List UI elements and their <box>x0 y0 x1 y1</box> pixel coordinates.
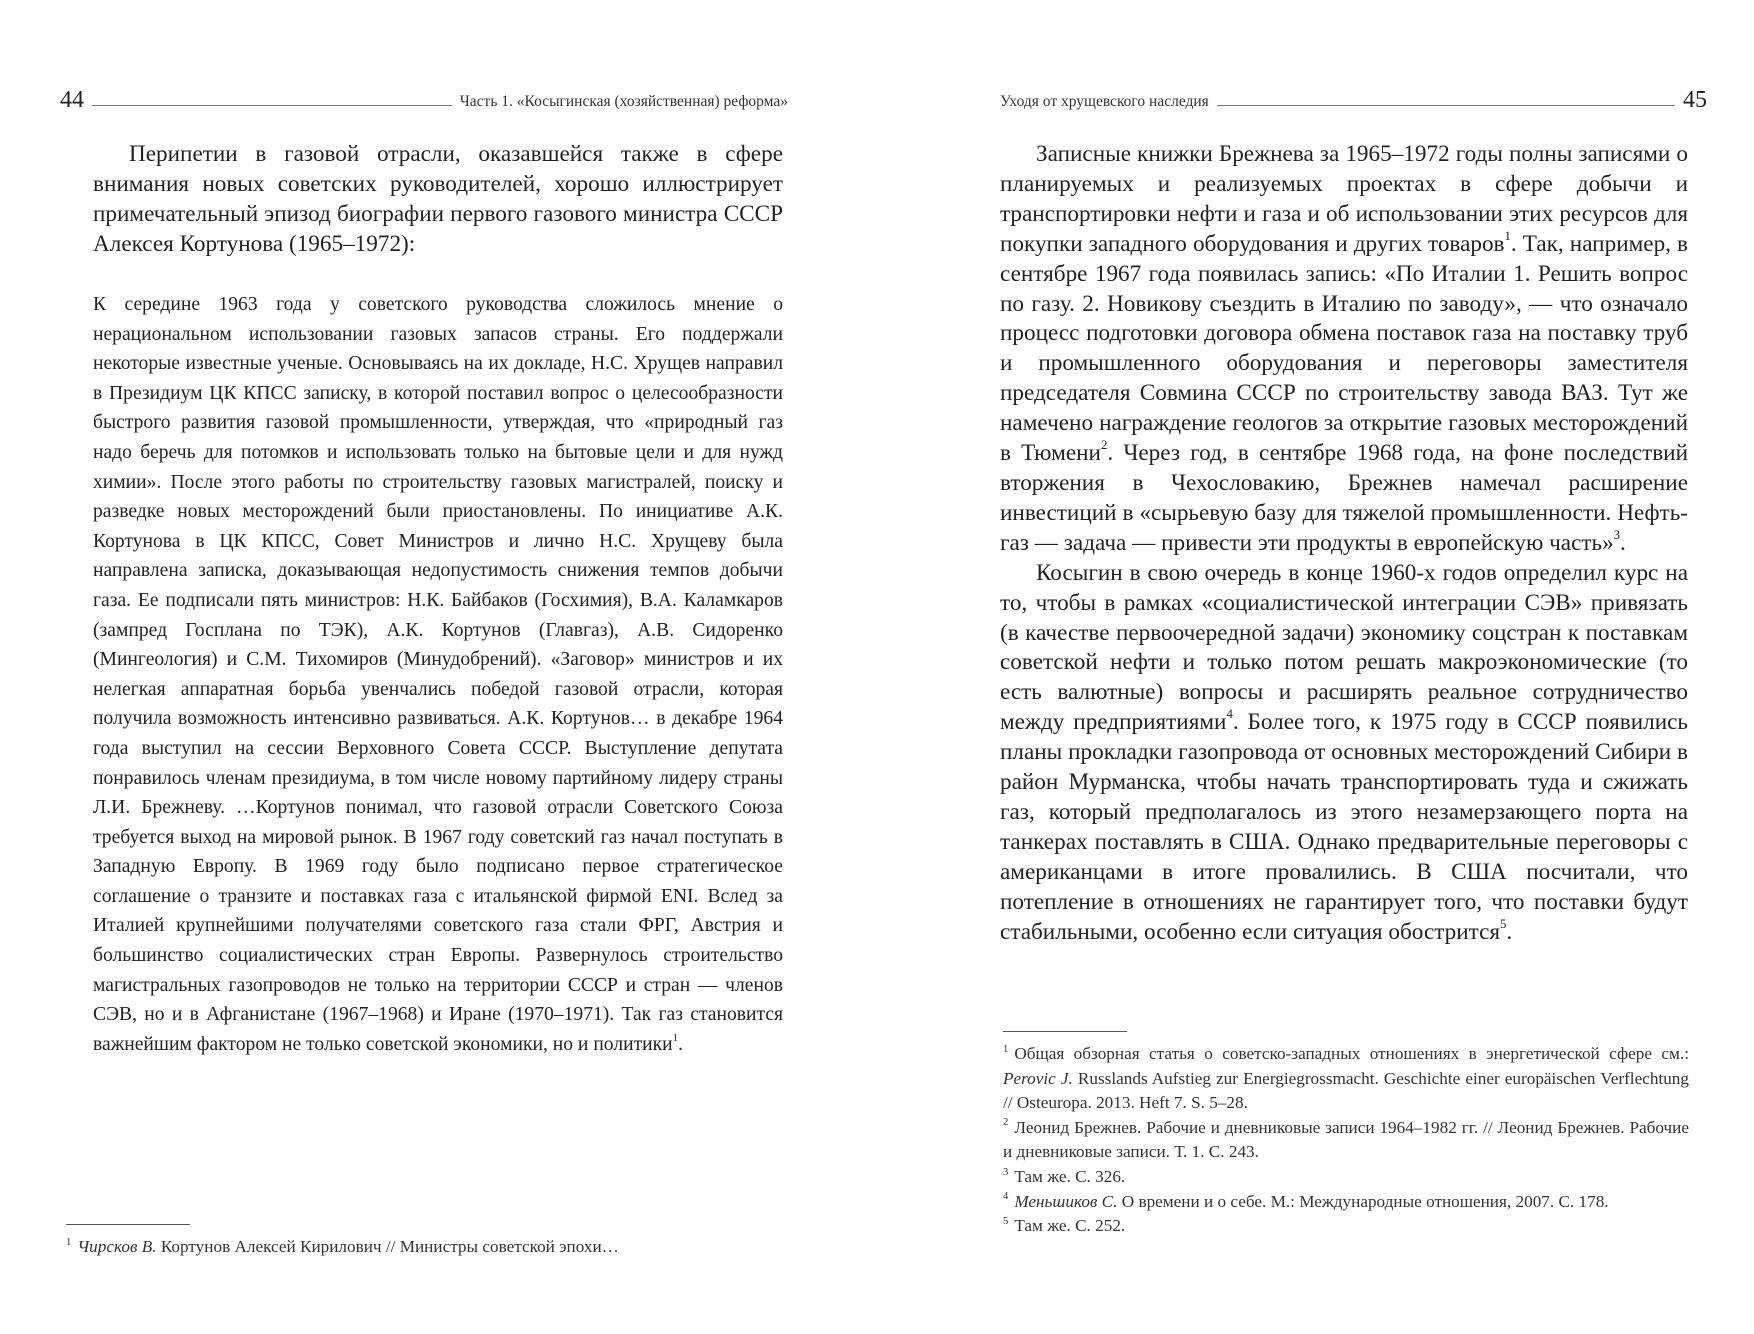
text-segment: Записные книжки Брежнева за 1965–1972 годы полны записями о планируемых и реализуемых проектах в сфере добычи и транспортировки нефти и газа и об использовании этих ресурсов для покупки западного оборудования и других товаров <box>1000 141 1688 257</box>
running-head-title: Уходя от хрущевского наследия <box>1000 92 1209 110</box>
right-page <box>877 0 1754 1334</box>
footnote-rule <box>1003 1031 1127 1032</box>
footnotes-left <box>66 1235 766 1260</box>
text-segment: . Через год, в сентябре 1968 года, на фоне последствий вторжения в Чехословакию, Брежнев намечал расширение инвестиций в «сырьевую базу для тяжелой промышленности. Нефть-газ — задача — привести эти продукты в европейскую часть» <box>1000 440 1688 556</box>
header-rule <box>1217 105 1675 106</box>
running-head-right <box>1000 84 1707 112</box>
block-quote <box>93 290 783 1059</box>
footnote-ref[interactable]: 2 <box>1100 438 1108 453</box>
paragraph <box>1000 559 1688 948</box>
footnote-author: Меньшиков С. <box>1014 1191 1118 1211</box>
intro-paragraph-block <box>93 140 783 260</box>
footnote <box>1003 1165 1689 1190</box>
page-number: 45 <box>1683 87 1707 113</box>
quote-end-punct: . <box>678 1033 683 1055</box>
text-segment: Косыгин в свою очередь в конце 1960-х годов определил курс на то, чтобы в рамках «социалистической интеграции СЭВ» привязать (в качестве первоочередной задачи) экономику соцстран к поставкам советской нефти и только потом решать макроэкономические (то есть валютные) вопросы и расширять реальное сотрудничество между предприятиями <box>1000 559 1688 736</box>
text-segment: . Более того, к 1975 году в СССР появились планы прокладки газопровода от основных месторождений Сибири в район Мурманска, чтобы начать транспортировать туда и сжижать газ, который предполагалось из этого незамерзающего порта на танкерах поставлять в США. Однако предварительные переговоры с американцами в итоге провалились. В США посчитали, что потепление в отношениях не гарантирует того, что поставки будут стабильными, особенно если ситуация обострится <box>1000 709 1688 945</box>
footnote-text: Общая обзорная статья о советско-западных отношениях в энергетической сфере см.: <box>1014 1044 1689 1063</box>
footnote-rule <box>66 1224 190 1225</box>
footnotes-right <box>1003 1042 1689 1239</box>
header-rule <box>92 105 452 106</box>
footnote-number: 3 <box>1003 1166 1009 1178</box>
text-segment: . Так, например, в сентябре 1967 года появилась запись: «По Италии 1. Решить вопрос по газу. 2. Новикову съездить в Италию по заводу», — что означало процесс подготовки договора обмена поставок газа на поставку труб и промышленного оборудования и переговоры заместителя председателя Совмина СССР по строительству завода ВАЗ. Тут же намечено награждение геологов за открытие газовых месторождений в Тюмени <box>1000 230 1688 467</box>
footnote-text: Кортунов Алексей Кирилович // Министры советской эпохи… <box>156 1237 619 1256</box>
running-head-title: Часть 1. «Косыгинская (хозяйственная) реформа» <box>459 92 788 110</box>
footnote-text: Russlands Aufstieg zur Energiegrossmacht. Geschichte einer europäischen Verflechtung // Osteuropa. 2013. Heft 7. S. 5–28. <box>1003 1068 1689 1113</box>
quote-text: К середине 1963 года у советского руководства сложилось мнение о нерациональном использовании газовых запасов страны. Его поддержали некоторые известные ученые. Основываясь на их докладе, Н.С. Хрущев направил в Президиум ЦК КПСС записку, в которой поставил вопрос о целесообразности быстрого развития газовой промышленности, утверждая, что «природный газ надо беречь для потомков и использовать только на бытовые цели и для нужд химии». После этого работы по строительству газовых магистралей, поиску и разведке новых месторождений были приостановлены. По инициативе А.К. Кортунова в ЦК КПСС, Совет Министров и лично Н.С. Хрущеву была направлена записка, доказывающая недопустимость снижения темпов добычи газа. Ее подписали пять министров: Н.К. Байбаков (Госхимия), В.А. Каламкаров (зампред Госплана по ТЭК), А.К. Кортунов (Главгаз), А.В. Сидоренко (Мингеология) и С.М. Тихомиров (Минудобрений). «Заговор» министров и их нелегкая аппаратная борьба увенчались победой газовой отрасли, которая получила возможность интенсивно развиваться. А.К. Кортунов… в декабре 1964 года выступил на сессии Верховного Совета СССР. Выступление депутата понравилось членам президиума, в том числе новому партийному лидеру страны Л.И. Брежневу. …Кортунов понимал, что газовой отрасли Советского Союза требуется выход на мировой рынок. В 1967 году советский газ начал поступать в Западную Европу. В 1969 году было подписано первое стратегическое соглашение о транзите и поставках газа с итальянской фирмой ENI. Вслед за Италией крупнейшими получателями советского газа стали ФРГ, Австрия и большинство социалистических стран Европы. Развернулось строительство магистральных газопроводов не только на территории СССР и стран — членов СЭВ, но и в Афганистане (1967–1968) и Иране (1970–1971). Так газ становится важнейшим фактором не только советской экономики, но и политики <box>93 294 783 1055</box>
footnote-number: 1 <box>66 1236 72 1248</box>
text-segment: . <box>1506 918 1513 945</box>
footnote <box>66 1235 766 1260</box>
page-number: 44 <box>60 87 84 113</box>
intro-paragraph: Перипетии в газовой отрасли, оказавшейся также в сфере внимания новых советских руководителей, хорошо иллюстрирует примечательный эпизод биографии первого газового министра СССР Алексея Кортунова (1965–1972): <box>93 141 783 257</box>
footnote-text: О времени и о себе. М.: Международные отношения, 2007. С. 178. <box>1117 1191 1609 1211</box>
footnote-text: Там же. С. 252. <box>1014 1216 1126 1236</box>
footnote-number: 1 <box>1003 1043 1009 1055</box>
footnote-ref[interactable]: 4 <box>1226 707 1233 722</box>
footnote-number: 4 <box>1003 1191 1009 1203</box>
footnote-number: 2 <box>1003 1117 1009 1129</box>
footnote-ref[interactable]: 3 <box>1613 527 1621 542</box>
main-text-block <box>1000 140 1688 947</box>
quote-paragraph <box>93 290 783 1059</box>
footnote-ref[interactable]: 5 <box>1500 916 1507 931</box>
footnote-ref[interactable]: 1 <box>672 1031 679 1044</box>
text-segment: . <box>1620 529 1626 556</box>
footnote-author: Perovic J. <box>1003 1068 1073 1088</box>
footnote <box>1003 1190 1689 1215</box>
footnote-text: Леонид Брежнев. Рабочие и дневниковые записи 1964–1982 гг. // Леонид Брежнев. Рабочие и дневниковые записи. Т. 1. С. 243. <box>1003 1117 1689 1162</box>
footnote <box>1003 1214 1689 1239</box>
footnote-text: Там же. С. 326. <box>1014 1166 1126 1186</box>
footnote-ref[interactable]: 1 <box>1504 228 1511 243</box>
footnote <box>1003 1116 1689 1165</box>
footnote-author: Чирсков В. <box>77 1237 157 1256</box>
paragraph <box>1000 140 1688 559</box>
footnote-number: 5 <box>1003 1215 1009 1227</box>
footnote <box>1003 1042 1689 1116</box>
running-head-left <box>60 84 788 112</box>
